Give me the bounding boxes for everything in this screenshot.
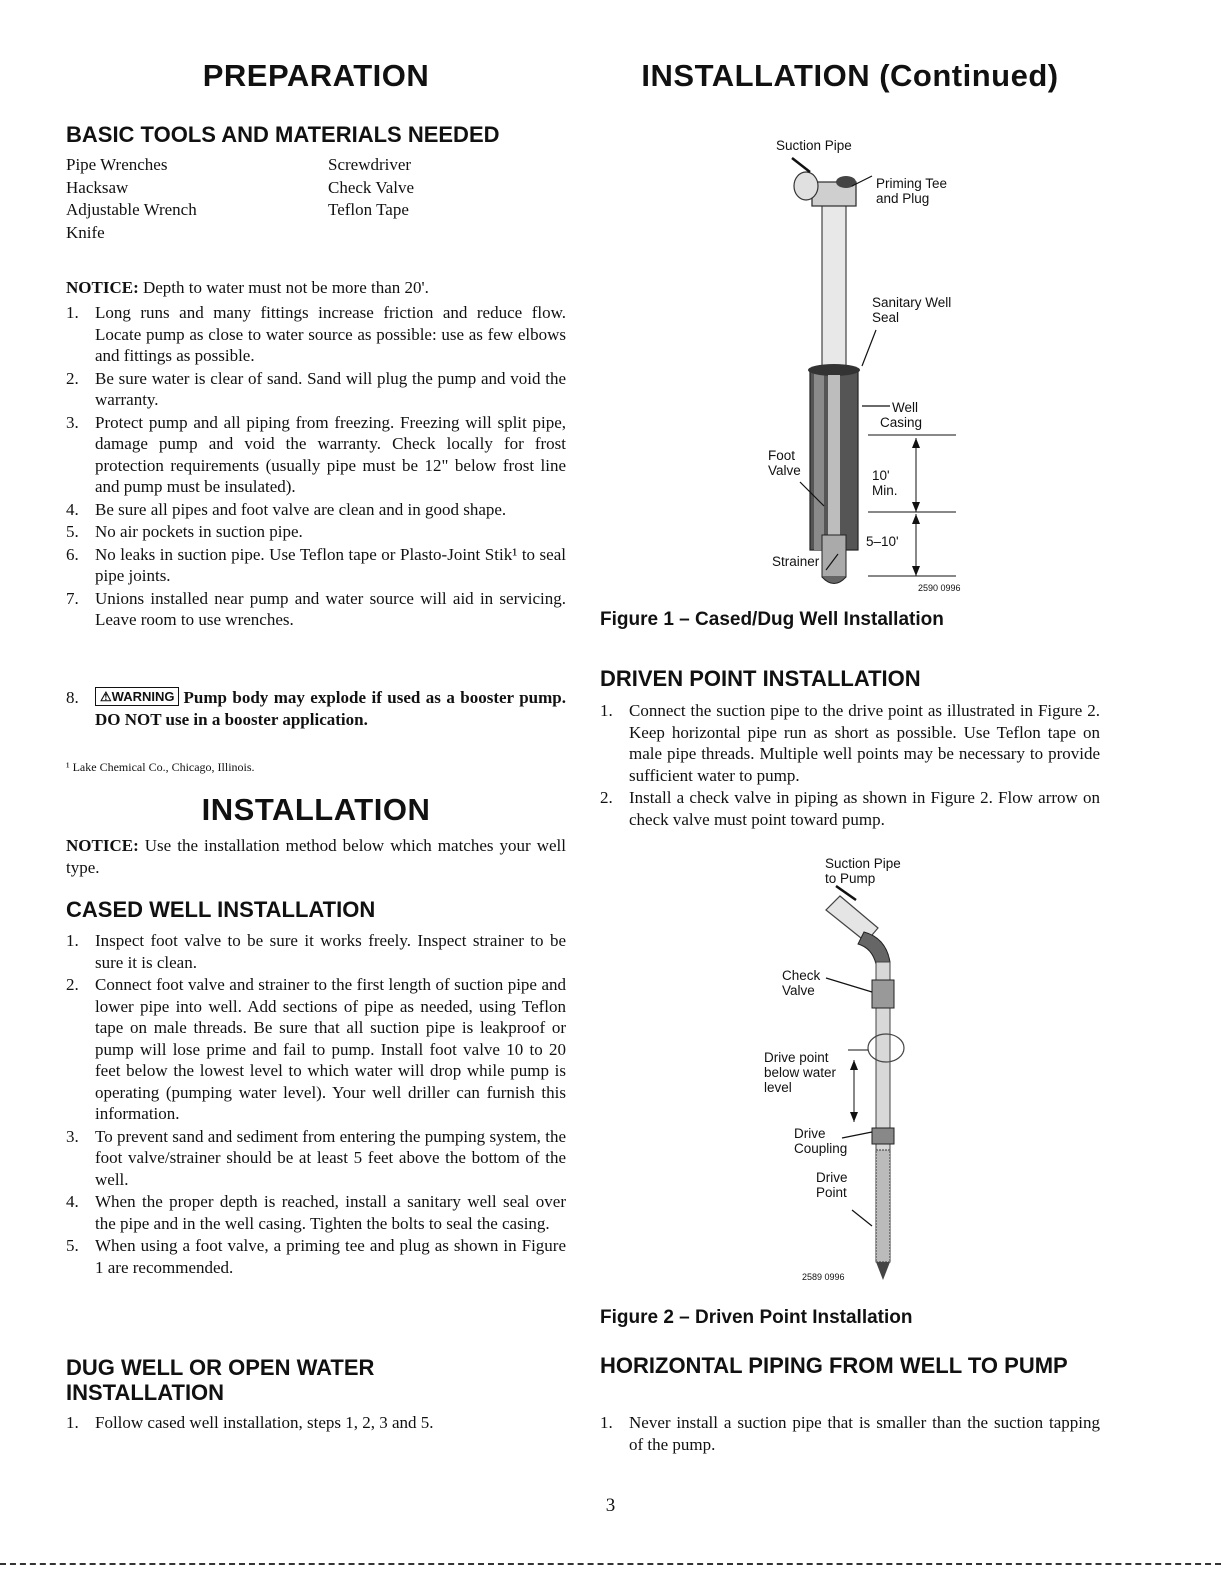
dim-arrow-5-bot xyxy=(912,566,920,576)
item-number: 3. xyxy=(66,1126,79,1146)
item-text: Protect pump and all piping from freezing. Freezing will split pipe, damage pump and void the warranty. Check locally for frost protection requirements (usually pipe must be 12" below frost line and pump must be insulated). xyxy=(95,412,566,496)
figure-2 xyxy=(600,850,1100,1290)
list-item xyxy=(66,1191,566,1234)
elbow-shape xyxy=(858,932,890,964)
item-number: 1. xyxy=(66,1413,79,1432)
tool-item: Knife xyxy=(66,222,105,242)
figure-1 xyxy=(600,130,1100,605)
sanitary-seal-shape xyxy=(808,364,860,376)
label-text: to Pump xyxy=(825,871,876,886)
preparation-list xyxy=(66,302,566,631)
label-text: Drive xyxy=(816,1170,848,1185)
label-foot-valve xyxy=(768,448,808,478)
item-number: 1. xyxy=(66,931,79,950)
label-drive-point-water xyxy=(764,1050,836,1095)
horizontal-heading: HORIZONTAL PIPING FROM WELL TO PUMP xyxy=(600,1353,1068,1378)
list-item xyxy=(600,700,1100,786)
label-text: below water xyxy=(764,1065,837,1080)
item-text: Follow cased well installation, steps 1, 2, 3 and 5. xyxy=(95,1413,434,1432)
item-number: 1. xyxy=(66,303,79,322)
tool-item: Adjustable Wrench xyxy=(66,200,197,219)
item-number: 2. xyxy=(600,788,613,807)
item-number: 4. xyxy=(66,499,79,519)
label-check-valve xyxy=(782,968,820,998)
list-item xyxy=(66,302,566,367)
item-number: 5. xyxy=(66,522,79,541)
cased-heading: CASED WELL INSTALLATION xyxy=(66,897,376,922)
figure-1-caption: Figure 1 – Cased/Dug Well Installation xyxy=(600,609,944,630)
horizontal-list xyxy=(600,1412,1100,1455)
item-number: 1. xyxy=(600,701,613,720)
page-number: 3 xyxy=(605,1495,616,1516)
installation-title: INSTALLATION xyxy=(201,792,431,827)
label-text: Point xyxy=(816,1185,847,1200)
list-item xyxy=(66,1412,566,1434)
driven-heading: DRIVEN POINT INSTALLATION xyxy=(600,666,921,691)
label-text: Valve xyxy=(782,983,815,998)
label-text: level xyxy=(764,1080,792,1095)
list-item xyxy=(600,787,1100,830)
dug-list xyxy=(66,1412,566,1434)
priming-plug-shape xyxy=(794,172,818,200)
driven-point-diagram xyxy=(600,850,1100,1290)
item-text: Be sure water is clear of sand. Sand will plug the pump and void the warranty. xyxy=(95,368,566,409)
list-item xyxy=(66,412,566,498)
label-suction-pipe xyxy=(825,856,901,886)
tool-item: Screwdriver xyxy=(328,155,412,174)
casing-highlight xyxy=(814,370,824,550)
label-text: Well xyxy=(892,400,919,415)
label-text: Drive point xyxy=(764,1050,829,1065)
item-text: When the proper depth is reached, install a sanitary well seal over the pipe and in the well casing. Tighten the bolts to seal the casing. xyxy=(95,1192,566,1233)
tool-item: Check Valve xyxy=(328,177,415,197)
label-drive-coupling xyxy=(794,1126,847,1156)
label-text: Coupling xyxy=(794,1141,848,1156)
seal-arrow xyxy=(862,330,876,366)
water-level-arrow-bot xyxy=(850,1112,858,1122)
suction-arrow xyxy=(792,158,810,172)
preparation-title: PREPARATION xyxy=(202,58,430,93)
list-item xyxy=(66,544,566,587)
label-strainer: Strainer xyxy=(772,554,820,569)
item-number: 6. xyxy=(66,544,79,564)
dim-arrow-10-bot xyxy=(912,502,920,512)
figure-2-caption: Figure 2 – Driven Point Installation xyxy=(600,1307,913,1328)
label-sanitary-seal xyxy=(872,295,952,325)
check-valve-shape xyxy=(872,980,894,1008)
item-number: 5. xyxy=(66,1236,79,1255)
label-text: Suction Pipe xyxy=(825,856,901,871)
tools-heading: BASIC TOOLS AND MATERIALS NEEDED xyxy=(66,122,500,147)
bottom-divider xyxy=(0,1563,1221,1565)
label-priming-tee: Priming Tee and Plug xyxy=(876,176,948,206)
item-number: 7. xyxy=(66,588,79,608)
figure-id: 2590 0996 xyxy=(918,583,961,593)
dim-arrow-5-top xyxy=(912,514,920,524)
inner-pipe-shape xyxy=(828,375,840,545)
list-item xyxy=(66,521,566,543)
item-text: Install a check valve in piping as shown in Figure 2. Flow arrow on check valve must point toward pump. xyxy=(629,788,1100,829)
label-well-casing xyxy=(880,400,923,430)
label-text: Min. xyxy=(872,483,898,498)
item-text: Long runs and many fittings increase friction and reduce flow. Locate pump as close to water source as possible: use as few elbows and fittings as possible. xyxy=(95,303,566,365)
list-item xyxy=(600,1412,1100,1455)
tool-item: Pipe Wrenches xyxy=(66,155,168,174)
list-item xyxy=(66,1126,566,1191)
cased-list xyxy=(66,930,566,1278)
strainer-shape xyxy=(822,535,846,577)
item-number: 1. xyxy=(600,1413,613,1432)
list-item xyxy=(66,974,566,1125)
item-text: No leaks in suction pipe. Use Teflon tape or Plasto-Joint Stik¹ to seal pipe joints. xyxy=(95,544,566,585)
label-text: Casing xyxy=(880,415,923,430)
label-text: Sanitary Well Seal xyxy=(872,295,952,325)
figure-id: 2589 0996 xyxy=(802,1272,845,1282)
warning-text: Pump body may explode if used as a booster pump. DO NOT use in a booster application. xyxy=(95,688,566,729)
item-text: To prevent sand and sediment from entering the pumping system, the foot valve/strainer should be at least 5 feet above the bottom of the well. xyxy=(95,1126,566,1189)
item-number: 2. xyxy=(66,975,79,994)
item-number: 3. xyxy=(66,412,79,432)
suction-pipe-shape xyxy=(822,200,846,375)
label-text: 10' xyxy=(872,468,890,483)
tool-item: Hacksaw xyxy=(66,177,129,197)
list-item xyxy=(66,368,566,411)
label-drive-point xyxy=(816,1170,848,1200)
drive-coupling-shape xyxy=(872,1128,894,1144)
list-item xyxy=(66,588,566,631)
footnote: ¹ Lake Chemical Co., Chicago, Illinois. xyxy=(66,760,255,774)
drive-point-tip xyxy=(876,1262,890,1280)
warning-item xyxy=(66,687,566,730)
item-number: 4. xyxy=(66,1192,79,1211)
list-item xyxy=(66,930,566,973)
item-text: When using a foot valve, a priming tee and plug as shown in Figure 1 are recommended. xyxy=(95,1236,566,1277)
notice-text: Use the installation method below which matches your well type. xyxy=(66,836,566,877)
item-number: 2. xyxy=(66,368,79,388)
drive-point-screen xyxy=(876,1150,890,1262)
label-10-min xyxy=(872,468,898,498)
notice-label: NOTICE: xyxy=(66,836,139,855)
tool-item xyxy=(328,222,528,244)
point-arrow xyxy=(852,1210,872,1226)
item-text: Never install a suction pipe that is smaller than the suction tapping of the pump. xyxy=(629,1413,1100,1454)
label-text: Drive xyxy=(794,1126,826,1141)
driven-list xyxy=(600,700,1100,830)
depth-notice xyxy=(66,277,566,299)
notice-text: Depth to water must not be more than 20'. xyxy=(138,278,429,297)
install-notice xyxy=(66,835,566,878)
item-text: Unions installed near pump and water source will aid in servicing. Leave room to use wrenches. xyxy=(95,588,566,629)
item-text: Be sure all pipes and foot valve are clean and in good shape. xyxy=(95,499,507,519)
tee-top-shape xyxy=(836,176,856,188)
label-suction-pipe: Suction Pipe xyxy=(776,138,852,153)
list-item xyxy=(66,1235,566,1278)
label-text: Check xyxy=(782,968,821,983)
item-text: Inspect foot valve to be sure it works freely. Inspect strainer to be sure it is clean. xyxy=(95,931,566,972)
warning-badge: ⚠WARNING xyxy=(95,687,179,706)
tool-item: Teflon Tape xyxy=(328,200,409,219)
label-5-10: 5–10' xyxy=(866,534,899,549)
item-text: Connect foot valve and strainer to the first length of suction pipe and lower pipe into well. Add sections of pipe as needed, using Teflon tape on male threads. Be sure that all suction pipe is leakproof or pump will lose prime and fail to pump. Install foot valve 10 to 20 feet below the lowest level to which water will drop while pump is operating (pumping water level). Your well driller can furnish this information. xyxy=(95,975,566,1123)
water-level-arrow-top xyxy=(850,1060,858,1070)
strainer-bottom xyxy=(822,577,846,584)
dim-arrow-10-top xyxy=(912,438,920,448)
item-text: Connect the suction pipe to the drive point as illustrated in Figure 2. Keep horizontal pipe run as short as possible. Use Teflon tape on male pipe threads. Multiple well points may be necessary to provide sufficient water to pump. xyxy=(629,701,1100,785)
check-valve-arrow xyxy=(826,978,872,992)
installation-continued-title: INSTALLATION (Continued) xyxy=(641,58,1059,93)
item-number: 8. xyxy=(66,688,79,707)
label-text: Foot Valve xyxy=(768,448,801,478)
list-item xyxy=(66,499,566,521)
cased-well-diagram xyxy=(600,130,1100,605)
notice-label: NOTICE: xyxy=(66,278,139,297)
tools-list xyxy=(66,154,528,243)
dug-heading: DUG WELL OR OPEN WATER INSTALLATION xyxy=(66,1355,375,1405)
item-text: No air pockets in suction pipe. xyxy=(95,522,303,541)
